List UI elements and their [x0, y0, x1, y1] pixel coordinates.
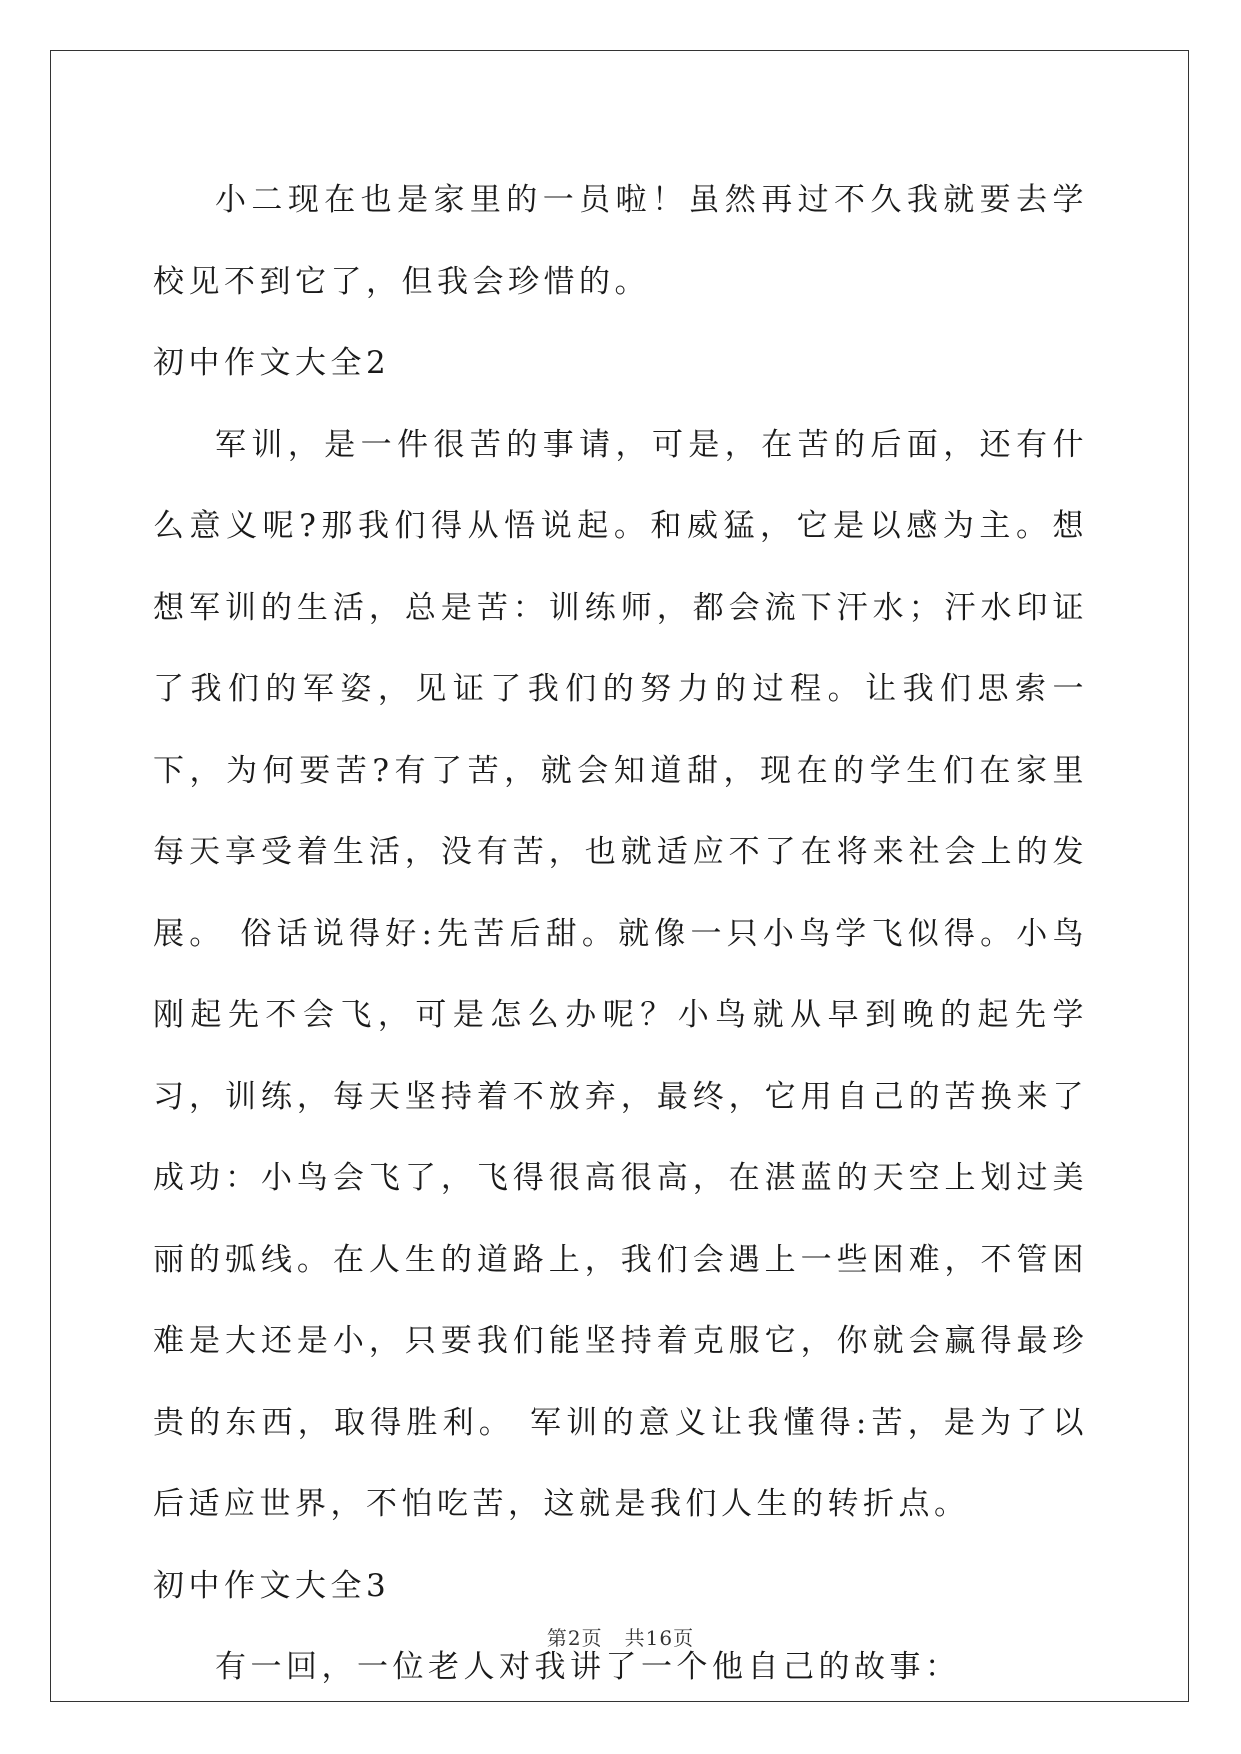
section-heading: 初中作文大全2	[153, 345, 391, 381]
page-footer	[0, 1622, 1241, 1651]
section-heading: 初中作文大全3	[153, 1567, 391, 1604]
page-number: 第2页	[546, 1626, 603, 1650]
paragraph: 小二现在也是家里的一员啦！虽然再过不久我就要去学校见不到它了，但我会珍惜的。	[153, 182, 1088, 300]
page-total: 共16页	[624, 1626, 695, 1650]
paragraph: 军训，是一件很苦的事请，可是，在苦的后面，还有什么意义呢?那我们得从悟说起。和威猛，它是以感为主。想想军训的生活，总是苦：训练师，都会流下汗水；汗水印证了我们的军姿，见证了我们的努力的过程。让我们思索一下，为何要苦?有了苦，就会知道甜，现在的学生们在家里每天享受着生活，没有苦，也就适应不了在将来社会上的发展。 俗话说得好:先苦后甜。就像一只小鸟学飞似得。小鸟刚起先不会飞，可是怎么办呢？小鸟就从早到晚的起先学习，训练，每天坚持着不放弃，最终，它用自己的苦换来了成功：小鸟会飞了，飞得很高很高，在湛蓝的天空上划过美丽的弧线。在人生的道路上，我们会遇上一些困难，不管困难是大还是小，只要我们能坚持着克服它，你就会赢得最珍贵的东西，取得胜利。 军训的意义让我懂得:苦，是为了以后适应世界，不怕吃苦，这就是我们人生的转折点。	[153, 426, 1088, 1522]
paragraph: 有一回，一位老人对我讲了一个他自己的故事：	[215, 1649, 961, 1685]
document-body	[153, 160, 1088, 1709]
